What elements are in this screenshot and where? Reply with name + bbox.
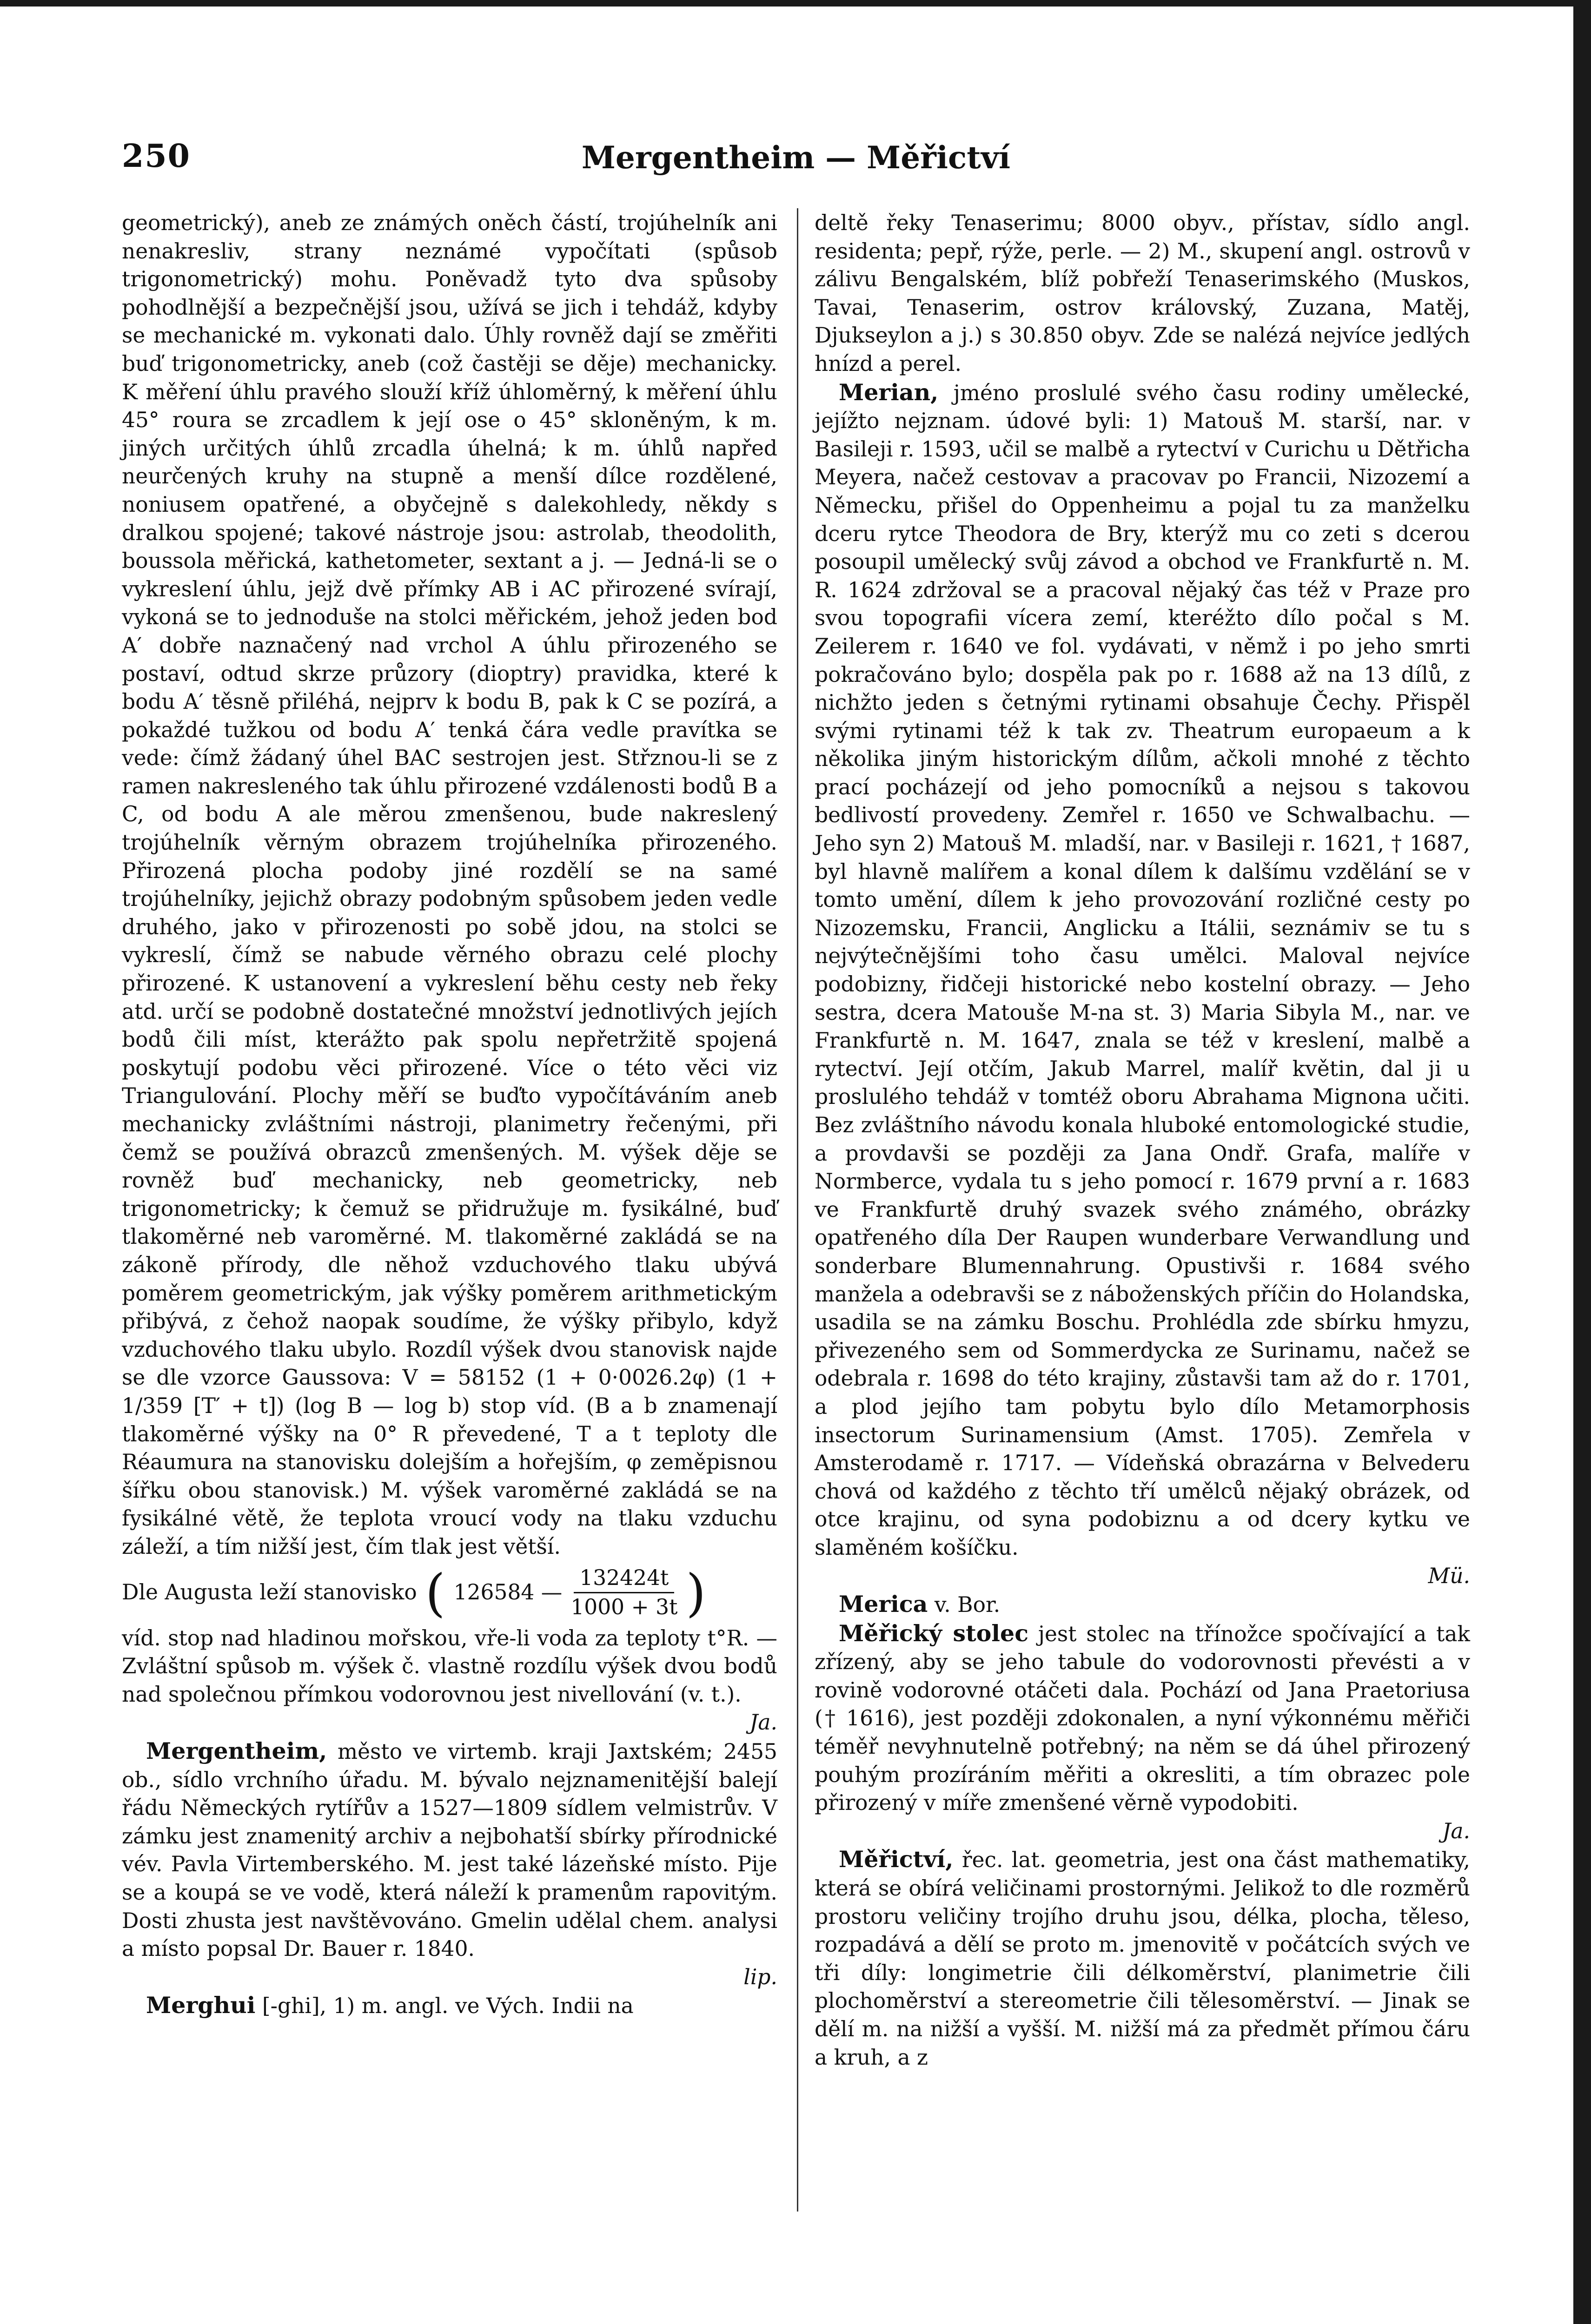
formula-lead: Dle Augusta leží stanovisko [122, 1580, 417, 1605]
entry-text: město ve virtemb. kraji Jaxtském; 2455 ob., sídlo vrchního úřadu. M. bývalo nejznamenitější balejí řádu Německých rytířův a 1527—1809 sídlem velmistrův. V zámku jest znamenitý archiv a nejbohatší sbírky přírodnické vév. Pavla Virtemberského. M. jest také lázeňské místo. Pije se a koupá se ve vodě, která náleží k pramenům rapovitým. Dosti zhusta jest navštěvováno. Gmelin udělal chem. analysi a místo popsal Dr. Bauer r. 1840. [122, 1739, 777, 1961]
formula-numerator: 132424t [574, 1564, 674, 1594]
headword: Měřický stolec [839, 1619, 1029, 1647]
running-head: Mergentheim — Měřictví [581, 139, 1011, 176]
entry-merghui-continuation [815, 209, 1470, 378]
left-column [122, 209, 777, 2020]
author-signature: lip. [743, 1964, 777, 1989]
headword: Mergentheim, [146, 1737, 327, 1765]
headword: Merian, [839, 378, 939, 406]
paragraph-text: víd. stop nad hladinou mořskou, vře-li voda za teploty t°R. — Zvláštní spůsob m. výšek č. vlastně rozdílu výšek dvou bodů nad společnou přímkou vodorovnou jest nivellování (v. t.). [122, 1625, 777, 1707]
headword: Merghui [146, 1992, 256, 2019]
scan-edge-top [0, 0, 1591, 7]
entry-mericky-stolec [815, 1619, 1470, 1846]
right-column [815, 209, 1470, 2072]
entry-merghui [122, 1991, 777, 2020]
headword: Měřictví, [839, 1846, 954, 1873]
entry-text: jméno proslulé svého času rodiny umělecké, jejížto nejznam. údové byli: 1) Matouš M. starší, nar. v Basileji r. 1593, učil se malbě a rytectví v Curichu u Dětřicha Meyera, načež cestovav a pracovav po Francii, Nizozemí a Německu, přišel do Oppenheimu a pojal tu za manželku dceru rytce Theodora de Bry, kterýž mu co zeti s dcerou posoupil umělecký svůj závod a obchod ve Frankfurtě n. M. R. 1624 zdržoval se a pracoval nějaký čas též v Praze pro svou topografii vícera zemí, kteréžto dílo počal s M. Zeilerem r. 1640 ve fol. vydávati, v němž i po jeho smrti pokračováno bylo; dospěla pak po r. 1688 až na 13 dílů, z nichžto jeden s četnými rytinami obsahuje Čechy. Přispěl svými rytinami též k tak zv. Theatrum europaeum a k několika jiným historickým dílům, ačkoli mnohé z těchto prací pocházejí od jeho pomocníků a nejsou s takovou bedlivostí provedeny. Zemřel r. 1650 ve Schwalbachu. — Jeho syn 2) Matouš M. mladší, nar. v Basileji r. 1621, † 1687, byl hlavně malířem a konal dílem k dalšímu vzdělání se v tomto umění, dílem k jeho provozování rozličné cesty po Nizozemsku, Francii, Anglicku a Itálii, seznámiv se tu s nejvýtečnějšími toho času umělci. Maloval nejvíce podobizny, řidčeji historické nebo kostelní obrazy. — Jeho sestra, dcera Matouše M-na st. 3) Maria Sibyla M., nar. ve Frankfurtě n. M. 1647, znala se též v kreslení, malbě a rytectví. Její otčím, Jakub Marrel, malíř květin, dal ji u proslulého tehdáž v tomtéž oboru Abrahama Mignona učiti. Bez zvláštního návodu konala hluboké entomologické studie, a provdavši se později za Jana Ondř. Grafa, malíře v Normberce, vydala tu s jeho pomocí r. 1679 první a r. 1683 ve Frankfurtě druhý svazek svého známého, obrázky opatřeného díla Der Raupen wunderbare Verwandlung und sonderbare Blumennahrung. Opustivši r. 1684 svého manžela a odebravši se z náboženských příčin do Holandska, usadila se na zámku Boschu. Prohlédla zde sbírku hmyzu, přivezeného sem od Sommerdycka ze Surinamu, načež se odebrala r. 1698 do této krajiny, zůstavši tam až do r. 1701, a plod jejího tam pobytu bylo dílo Metamorphosis insectorum Surinamensium (Amst. 1705). Zemřela v Amsterodamě r. 1717. — Vídeňská obrazárna v Belvederu chová od každého z těchto tří umělců nějaký obrázek, od otce krajinu, od syna podobiznu a od dcery kytku ve slaměném košíčku. [815, 380, 1470, 1560]
entry-text: [-ghi], 1) m. angl. ve Vých. Indii na [255, 1994, 634, 2019]
page-number: 250 [122, 138, 191, 175]
author-signature: Ja. [749, 1710, 777, 1735]
author-signature: Ja. [1442, 1818, 1470, 1843]
entry-mergentheim [122, 1737, 777, 1991]
scan-edge-right [1573, 0, 1591, 2324]
author-signature: Mü. [1428, 1563, 1470, 1588]
entry-text: jest stolec na třínožce spočívající a tak zřízený, aby se jeho tabule do vodorovnosti převésti a v rovině vodorovné otáčeti dala. Pochází od Jana Praetoriusa († 1616), jest později zdokonalen, a nyní výkonnému měřiči téměř nevyhnutelně potřebný; na něm se dá úhel přirozený pouhým prozíráním měřiti a okresliti, a tím obrazec pole přirozený v míře zmenšené věrně vypodobiti. [815, 1621, 1470, 1816]
formula-value: 126584 — [453, 1580, 563, 1605]
altitude-formula [122, 1564, 777, 1622]
entry-meractvi-continuation [122, 209, 777, 1561]
formula-fraction [570, 1564, 677, 1622]
entry-meractvi-end [122, 1624, 777, 1737]
formula-denominator: 1000 + 3t [570, 1595, 678, 1620]
headword: Merica [839, 1591, 928, 1618]
entry-text: řec. lat. geometria, jest ona část mathematiky, která se obírá veličinami prostornými. Jelikož to dle rozměrů prostoru veličiny trojího druhu jsou, délka, plocha, těleso, rozpadává a dělí se proto m. jmenovitě v počátcích svých ve tři díly: longimetrie čili délkoměrství, planimetrie čili plochoměrství a stereometrie čili tělesoměrství. — Jinak se dělí m. na nižší a vyšší. M. nižší má za předmět přímou čáru a kruh, a z [815, 1848, 1470, 2070]
entry-text: v. Bor. [928, 1592, 1001, 1618]
entry-merian [815, 378, 1470, 1591]
formula-paren-left: ( [425, 1563, 445, 1623]
formula-paren-right: ) [686, 1563, 706, 1623]
entry-merictvi [815, 1845, 1470, 2072]
column-divider [797, 208, 798, 2212]
entry-text: deltě řeky Tenaserimu; 8000 obyv., přístav, sídlo angl. residenta; pepř, rýže, perle. — 2) M., skupení angl. ostrovů v zálivu Bengalském, blíž pobřeží Tenaserimského (Muskos, Tavai, Tenaserim, ostrov královský, Zuzana, Matěj, Djukseylon a j.) s 30.850 obyv. Zde se nalézá nejvíce jedlých hnízd a perel. [815, 211, 1470, 376]
entry-merica [815, 1590, 1470, 1619]
paragraph-text: geometrický), aneb ze známých oněch částí, trojúhelník ani nenakresliv, strany neznámé vypočítati (spůsob trigonometrický) mohu. Poněvadž tyto dva spůsoby pohodlnější a bezpečnější jsou, užívá se jich i tehdáž, kdyby se mechanické m. vykonati dalo. Úhly rovněž dají se změřiti buď trigonometricky, aneb (což častěji se děje) mechanicky. K měření úhlu pravého slouží kříž úhloměrný, k měření úhlu 45° roura se zrcadlem k její ose o 45° skloněným, k m. jiných určitých úhlů zrcadla úhelná; k m. úhlů napřed neurčených kruhy na stupně a menší dílce rozdělené, noniusem opatřené, a obyčejně s dalekohledy, někdy s dralkou spojené; takové nástroje jsou: astrolab, theodolith, boussola měřická, kathetometer, sextant a j. — Jedná-li se o vykreslení úhlu, jejž dvě přímky AB i AC přirozené svírají, vykoná se to jednoduše na stolci měřickém, jehož jeden bod A′ dobře naznačený nad vrchol A úhlu přirozeného se postaví, odtud skrze průzory (dioptry) pravidka, které k bodu A′ těsně přiléhá, nejprv k bodu B, pak k C se pozírá, a pokaždé tužkou od bodu A′ tenká čára vedle pravítka se vede: čímž žádaný úhel BAC sestrojen jest. Střznou-li se z ramen nakresleného tak úhlu přirozené vzdálenosti bodů B a C, od bodu A ale měrou zmenšenou, bude nakreslený trojúhelník věrným obrazem trojúhelníka přirozeného. Přirozená plocha podoby jiné rozdělí se na samé trojúhelníky, jejichž obrazy podobným spůsobem jeden vedle druhého, jako v přirozenosti po sobě jdou, na stolci se vykreslí, čímž se nabude věrného obrazu celé plochy přirozené. K ustanovení a vykreslení běhu cesty neb řeky atd. určí se podobně dostatečné množství jednotlivých jejích bodů čili míst, kterážto pak spolu nepřetržitě spojená poskytují podobu věci přirozené. Více o této věci viz Triangulování. Plochy měří se buďto vypočítáváním aneb mechanicky zvláštními nástroji, planimetry řečenými, při čemž se používá obrazců zmenšených. M. výšek děje se rovněž buď mechanicky, neb geometricky, neb trigonometricky; k čemuž se přidružuje m. fysikálné, buď tlakoměrné neb varoměrné. M. tlakoměrné zakládá se na zákoně přírody, dle něhož vzduchového tlaku ubývá poměrem geometrickým, jak výšky poměrem arithmetickým přibývá, z čehož naopak soudíme, že výšky přibylo, když vzduchového tlaku ubylo. Rozdíl výšek dvou stanovisk najde se dle vzorce Gaussova: V = 58152 (1 + 0·0026.2φ) (1 + 1/359 [T′ + t]) (log B — log b) stop víd. (B a b znamenají tlakoměrné výšky na 0° R převedené, T a t teploty dle Réaumura na stanovisku dolejším a hořejším, φ zeměpisnou šířku obou stanovisk.) M. výšek varoměrné zakládá se na fysikálné větě, že teplota vroucí vody na tlaku vzduchu záleží, a tím nižší jest, čím tlak jest větší. [122, 211, 777, 1559]
page-header [122, 138, 1470, 179]
